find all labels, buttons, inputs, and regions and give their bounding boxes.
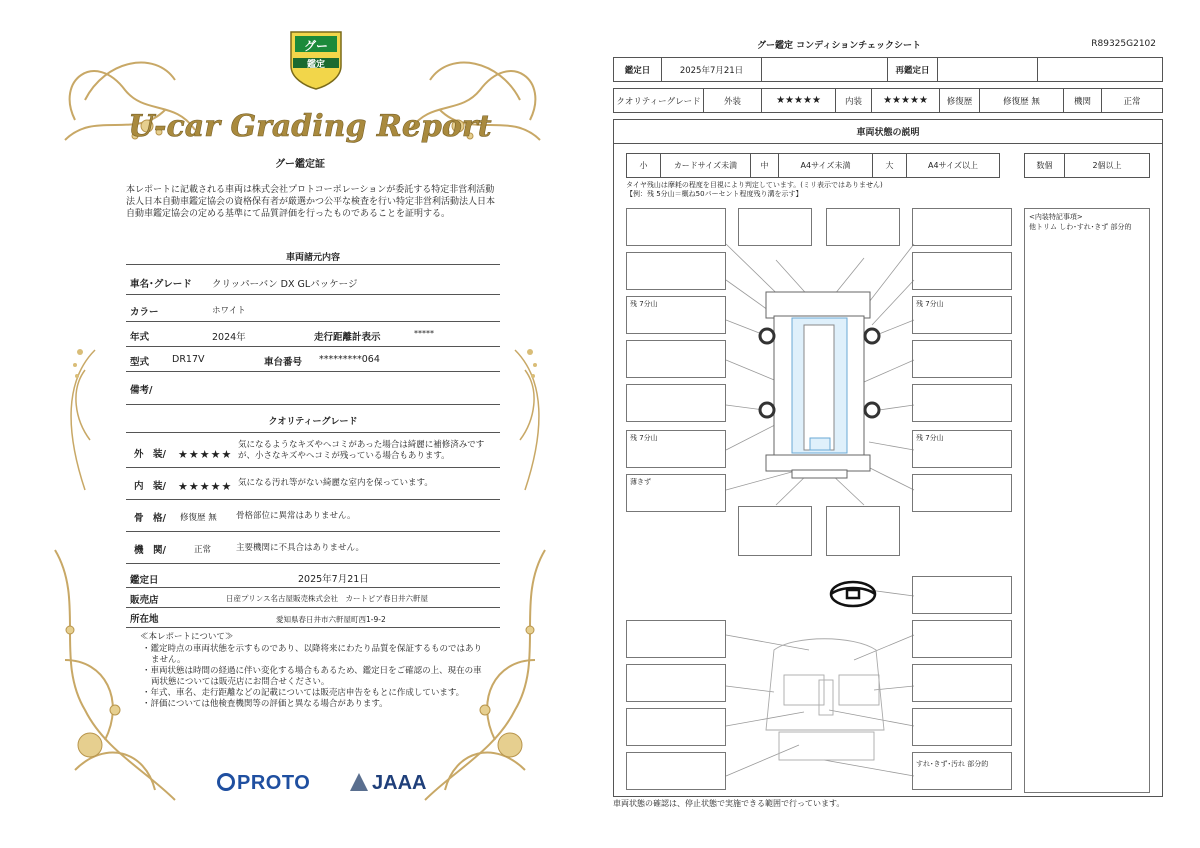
date-table	[613, 57, 1163, 82]
badge-top-text: グー	[303, 39, 328, 53]
proto-logo	[217, 772, 310, 795]
jaaa-logo-text: JAAA	[372, 772, 427, 794]
frame-value: 修復歴 無	[180, 513, 217, 523]
tire-rear-left-box: 残 7分山	[626, 430, 726, 468]
exterior-desc: 気になるようなキズやヘコミがあった場合は綺麗に補修済みですが、小さなキズやヘコミが残っている場合もあります。	[238, 440, 485, 461]
name-label: 車名･グレード	[130, 279, 192, 290]
dealer-label: 販売店	[130, 595, 159, 606]
dealer-value: 日産プリンス名古屋販売株式会社 カートピア春日井六軒屋	[226, 594, 428, 603]
comment-box	[912, 620, 1012, 658]
address-label: 所在地	[130, 614, 159, 625]
tire-rear-right-box: 残 7分山	[912, 430, 1012, 468]
sheet-title: グー鑑定 コンディションチェックシート	[757, 41, 921, 51]
interior-bottom-box: すれ･きず･汚れ 部分的	[912, 752, 1012, 790]
empty-cell	[762, 58, 888, 81]
comment-box	[626, 340, 726, 378]
vehicle-condition-panel	[613, 119, 1163, 797]
comment-box	[912, 708, 1012, 746]
quality-row-engine	[126, 532, 500, 564]
color-label: カラー	[130, 307, 159, 318]
year-label: 年式	[130, 332, 150, 343]
legend-count-desc: 2個以上	[1092, 161, 1122, 170]
quality-heading: クオリティーグレード	[268, 417, 358, 427]
comment-box	[626, 752, 726, 790]
legend-small: 小	[627, 154, 661, 177]
quality-row-exterior	[126, 434, 500, 468]
exterior-label: 外装	[704, 89, 762, 112]
legend-large-desc: A4サイズ以上	[928, 161, 978, 170]
name-value: クリッパーバン DX GLパッケージ	[212, 279, 358, 290]
comment-box	[626, 208, 726, 246]
report-title-script	[128, 102, 492, 148]
chassis-value: *********064	[319, 354, 380, 365]
note-item: ・年式、車名、走行距離などの記載については販売店申告をもとに作成しています。	[142, 688, 465, 698]
appraisal-date-value: 2025年7月21日	[298, 574, 369, 585]
jaaa-mark-icon	[350, 773, 368, 791]
color-value: ホワイト	[212, 306, 246, 316]
interior-label: 内装	[836, 89, 872, 112]
document-number: R89325G2102	[1091, 39, 1156, 49]
memo-title: <内装特記事項>	[1029, 213, 1083, 221]
remarks-label: 備考/	[130, 385, 153, 396]
quality-grade-label: クオリティーグレード	[614, 89, 704, 112]
legend-small-desc: カードサイズ未満	[661, 154, 751, 177]
reappraisal-value	[938, 58, 1038, 81]
comment-box	[626, 252, 726, 290]
side-scroll-left	[55, 340, 105, 500]
proto-logo-text: PROTO	[237, 772, 311, 794]
comment-box	[912, 664, 1012, 702]
quality-row-interior	[126, 468, 500, 500]
mileage-label: 走行距離計表示	[314, 332, 381, 343]
engine-value: 正常	[1123, 96, 1141, 107]
goo-appraisal-badge	[287, 28, 345, 90]
spec-row-year	[126, 322, 500, 347]
condition-check-sheet	[600, 0, 1200, 848]
exterior-stars: ★★★★★	[762, 89, 836, 112]
interior-label: 内 装/	[134, 481, 166, 492]
comment-box	[738, 506, 812, 556]
comment-box	[738, 208, 812, 246]
notes-heading: ≪本レポートについて≫	[140, 632, 234, 642]
reappraisal-label: 再鑑定日	[888, 58, 938, 81]
steering-box	[912, 576, 1012, 614]
model-label: 型式	[130, 357, 150, 368]
exterior-label: 外 装/	[134, 449, 166, 460]
engine-desc: 主要機関に不具合はありません。	[236, 543, 365, 553]
interior-stars: ★★★★★	[872, 89, 940, 112]
interior-diagram	[766, 639, 884, 760]
tire-front-right-box: 残 7分山	[912, 296, 1012, 334]
report-notes	[140, 632, 490, 710]
dealer-row	[126, 588, 500, 608]
certificate-intro: 本レポートに記載される車両は株式会社プロトコーポレーションが委託する特定非営利活動法人日本自動車鑑定協会の資格保有者が厳選かつ公平な検査を行い特定非営利活動法人日本自動車鑑定協会の定める基準にて品質評価を行ったものであることを証明する。	[126, 185, 496, 219]
comment-box	[826, 208, 900, 246]
note-item: ・鑑定時点の車両状態を示すものであり、以降将来にわたり品質を保証するものではありません。	[142, 644, 483, 665]
comment-box	[626, 384, 726, 422]
engine-label: 機 関/	[134, 545, 166, 556]
car-top-view	[766, 292, 870, 478]
jaaa-logo	[350, 772, 426, 795]
history-label: 修復歴	[940, 89, 980, 112]
engine-label: 機関	[1064, 89, 1102, 112]
proto-mark-icon	[217, 773, 235, 791]
engine-value: 正常	[194, 545, 212, 555]
footer-note: 車両状態の確認は、停止状態で実施できる範囲で行っています。	[613, 799, 845, 808]
year-value: 2024年	[212, 332, 246, 343]
comment-box	[826, 506, 900, 556]
comment-box	[626, 620, 726, 658]
comment-box	[912, 252, 1012, 290]
tire-note-line: タイヤ残山は摩耗の程度を目視により判定しています。(ミリ表示ではありません)	[626, 181, 883, 189]
comment-box	[626, 708, 726, 746]
legend-medium: 中	[751, 154, 779, 177]
legend-large: 大	[873, 154, 907, 177]
steering-wheel-icon	[831, 582, 875, 606]
note-item: ・車両状態は時間の経過に伴い変化する場合もあるため、鑑定日をご確認の上、現在の車両状態については販売店にお問合せください。	[142, 666, 482, 687]
chassis-label: 車台番号	[264, 357, 303, 368]
grade-table	[613, 88, 1163, 113]
spec-row-color	[126, 295, 500, 322]
frame-label: 骨 格/	[134, 513, 166, 524]
side-scroll-right	[505, 340, 555, 500]
interior-notes-box	[1024, 208, 1150, 793]
spec-row-model	[126, 347, 500, 372]
note-item: ・評価については他検査機関等の評価と異なる場合があります。	[142, 699, 388, 709]
legend-medium-desc: A4サイズ未満	[779, 154, 873, 177]
tire-front-left-box: 残 7分山	[626, 296, 726, 334]
interior-stars: ★★★★★	[178, 480, 233, 493]
comment-box	[912, 474, 1012, 512]
mileage-value: *****	[414, 329, 434, 338]
comment-box	[626, 664, 726, 702]
divider	[126, 432, 500, 433]
date-value: 2025年7月21日	[662, 58, 762, 81]
spec-row-name	[126, 266, 500, 295]
specs-heading: 車両諸元内容	[285, 253, 340, 263]
badge-bottom-text: 鑑定	[306, 60, 325, 70]
legend-count: 数個	[1025, 154, 1065, 177]
history-value: 修復歴 無	[980, 89, 1064, 112]
report-title-text: U-car Grading Report	[128, 109, 492, 144]
panel-title: 車両状態の説明	[614, 120, 1162, 144]
address-row	[126, 608, 500, 628]
appraisal-date-row	[126, 566, 500, 588]
appraisal-date-label: 鑑定日	[130, 575, 159, 586]
date-label: 鑑定日	[614, 58, 662, 81]
comment-box	[912, 208, 1012, 246]
comment-box	[912, 340, 1012, 378]
divider	[126, 264, 500, 265]
spec-row-remarks	[126, 372, 500, 405]
memo-text: 他トリム しわ･すれ･きず 部分的	[1029, 223, 1132, 231]
exterior-stars: ★★★★★	[178, 448, 233, 461]
interior-desc: 気になる汚れ等がない綺麗な室内を保っています。	[238, 478, 433, 488]
rear-left-damage-box: 薄きず	[626, 474, 726, 512]
frame-desc: 骨格部位に異常はありません。	[236, 511, 356, 521]
address-value: 愛知県春日井市六軒屋町西1-9-2	[276, 615, 386, 624]
empty-cell	[1038, 58, 1162, 81]
tire-note-line: 【例：残 5分山＝概ね50パーセント程度残り溝を示す】	[626, 190, 803, 198]
certificate-title: グー鑑定証	[275, 159, 325, 170]
quality-row-frame	[126, 500, 500, 532]
comment-box	[912, 384, 1012, 422]
model-value: DR17V	[172, 354, 205, 365]
